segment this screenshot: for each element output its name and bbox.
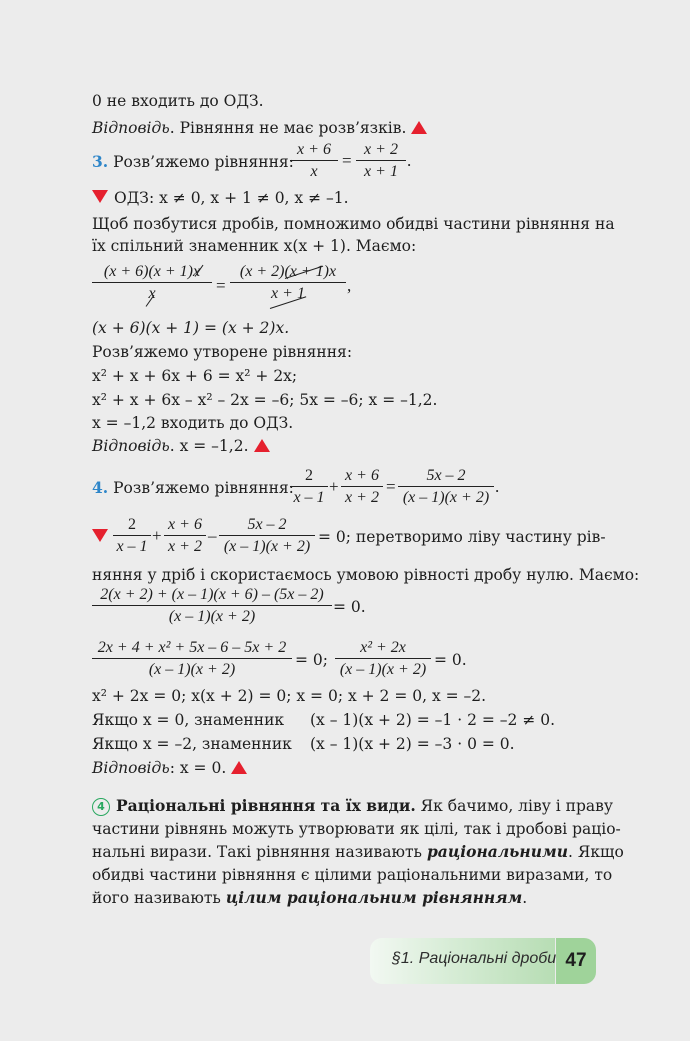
term-rational: раціональними — [426, 842, 568, 861]
equation-line-11: x² + x + 6x – x² – 2x = –6; 5x = –6; x = –1,2. — [92, 391, 438, 409]
text-line-20a: Якщо x = 0, знаменник — [92, 711, 285, 729]
example-number: 4. — [92, 478, 109, 497]
fraction-3a: x + 6 x — [290, 140, 338, 181]
page-number: 47 — [556, 938, 596, 984]
start-triangle-icon — [92, 190, 108, 203]
text-line-12: x = –1,2 входить до ОДЗ. — [92, 414, 294, 432]
equals-zero: = 0; — [295, 651, 328, 669]
equation-line-19: x² + 2x = 0; x(x + 2) = 0; x = 0; x + 2 = 0, x = –2. — [92, 687, 487, 705]
fraction-18a: 2x + 4 + x² + 5x – 6 – 5x + 2 (x – 1)(x + 2) — [92, 638, 292, 679]
end-triangle-icon — [231, 761, 247, 774]
fraction-4a: 2 x – 1 — [290, 466, 328, 507]
fraction-15a: 2 x – 1 — [113, 515, 151, 556]
example-text: Розв’яжемо рівняння: — [113, 479, 294, 497]
equals-sign: = — [386, 477, 396, 496]
text-line-20b: (x – 1)(x + 2) = –1 · 2 = –2 ≠ 0. — [310, 711, 556, 729]
equals-zero: = 0. — [434, 651, 467, 669]
answer-line-2 — [92, 118, 427, 138]
text-line-21b: (x – 1)(x + 2) = –3 · 0 = 0. — [310, 735, 515, 753]
section-4-line-5: його називають цілим раціональним рівнянням. — [92, 888, 528, 907]
answer-line-22 — [92, 758, 247, 778]
comma: , — [347, 276, 352, 295]
plus-sign: + — [152, 526, 162, 545]
end-triangle-icon — [254, 439, 270, 452]
text-line-6: їх спільний знаменник x(x + 1). Маємо: — [92, 237, 417, 255]
example-3-intro — [92, 152, 294, 172]
equals-zero: = 0. — [333, 598, 366, 616]
section-4-line-2: частини рівнянь можуть утворювати як цілі, так і дробові раціо- — [92, 820, 621, 838]
fraction-15b: x + 6 x + 2 — [164, 515, 206, 556]
start-triangle-icon — [92, 529, 108, 542]
plus-sign: + — [329, 477, 339, 496]
start-marker — [92, 527, 114, 547]
section-4-line-1: 4 Раціональні рівняння та їх види. Як бачимо, ліву і праву — [92, 796, 613, 816]
answer-text: . Рівняння не має розв’язків. — [169, 119, 407, 137]
text-line-21a: Якщо x = –2, знаменник — [92, 735, 292, 753]
odz-text: ОДЗ: x ≠ 0, x + 1 ≠ 0, x ≠ –1. — [114, 189, 349, 207]
equation-line-8: (x + 6)(x + 1) = (x + 2)x. — [92, 319, 290, 337]
footer-chapter-title: §1. Раціональні дроби — [392, 950, 557, 967]
section-number-badge: 4 — [92, 798, 110, 816]
end-triangle-icon — [411, 121, 427, 134]
fraction-7a: (x + 6)(x + 1)x x — [92, 262, 212, 303]
equation-line-10: x² + x + 6x + 6 = x² + 2x; — [92, 367, 298, 385]
odz-line-3 — [92, 188, 349, 208]
fraction-4c: 5x – 2 (x – 1)(x + 2) — [398, 466, 494, 507]
fraction-3b: x + 2 x + 1 — [356, 140, 406, 181]
text-line-15: = 0; перетворимо ліву частину рів- — [318, 528, 606, 546]
answer-text: . x = –1,2. — [169, 437, 249, 455]
text-line-9: Розв’яжемо утворене рівняння: — [92, 343, 353, 361]
answer-label: Відповідь — [92, 437, 170, 455]
section-heading: Раціональні рівняння та їх види. — [116, 796, 416, 815]
section-4-line-4: обидві частини рівняння є цілими раціональними виразами, то — [92, 866, 613, 884]
fraction-4b: x + 6 x + 2 — [341, 466, 383, 507]
term-whole-rational-equation: цілим раціональним рівнянням — [225, 888, 523, 907]
fraction-7b: (x + 2)(x + 1)x x + 1 — [230, 262, 346, 303]
answer-label: Відповідь — [92, 759, 170, 777]
text-line-5: Щоб позбутися дробів, помножимо обидві частини рівняння на — [92, 215, 615, 233]
line-odz-note: 0 не входить до ОДЗ. — [92, 92, 264, 110]
example-4-intro — [92, 478, 294, 498]
minus-sign: – — [208, 526, 217, 545]
period: . — [495, 477, 500, 496]
fraction-17: 2(x + 2) + (x – 1)(x + 6) – (5x – 2) (x – 1)(x + 2) — [92, 585, 332, 626]
equals-sign: = — [342, 151, 352, 170]
answer-line-13 — [92, 436, 270, 456]
period: . — [407, 151, 412, 170]
answer-label: Відповідь — [92, 119, 170, 137]
text-line-16: няння у дріб і скористаємось умовою рівності дробу нулю. Маємо: — [92, 566, 640, 584]
section-4-line-3: нальні вирази. Такі рівняння називають раціональними. Якщо — [92, 842, 624, 861]
example-text: Розв’яжемо рівняння: — [113, 153, 294, 171]
example-number: 3. — [92, 152, 109, 171]
equals-sign: = — [216, 276, 226, 295]
answer-text: : x = 0. — [169, 759, 227, 777]
fraction-18b: x² + 2x (x – 1)(x + 2) — [335, 638, 431, 679]
fraction-15c: 5x – 2 (x – 1)(x + 2) — [219, 515, 315, 556]
